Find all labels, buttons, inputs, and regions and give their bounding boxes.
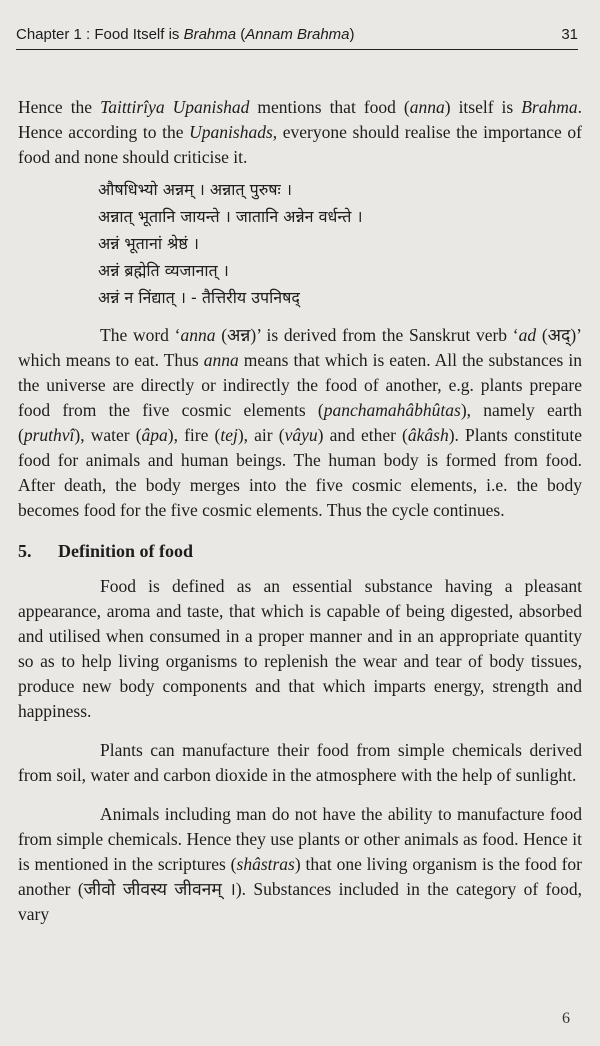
sanskrit-verses bbox=[98, 176, 582, 311]
verse-line: अन्नात् भूतानि जायन्ते । जातानि अन्नेन वर्धन्ते । bbox=[98, 207, 363, 226]
section-heading bbox=[18, 541, 582, 562]
page-body bbox=[18, 95, 582, 927]
verse-line: अन्नं ब्रह्मेति व्यजानात् । bbox=[98, 261, 229, 280]
paragraph-1: Hence the Taittirîya Upanishad mentions that food (anna) itself is Brahma. Hence according to the Upanishads, everyone should realise the importance of food and none should criticise it. bbox=[18, 97, 582, 167]
paragraph-4: Plants can manufacture their food from simple chemicals derived from soil, water and carbon dioxide in the atmosphere with the help of sunlight. bbox=[18, 740, 582, 785]
chapter-title: Chapter 1 : Food Itself is Brahma (Annam Brahma) bbox=[16, 26, 355, 43]
paragraph-5: Animals including man do not have the ability to manufacture food from simple chemicals. Hence they use plants or other animals as food. Hence it is mentioned in the scriptures (shâstras) that one living organism is the food for another (जीवो जीवस्य जीवनम् ।). Substances included in the category of food, vary bbox=[18, 804, 582, 924]
verse-line: अन्नं भूतानां श्रेष्ठं । bbox=[98, 234, 199, 253]
verse-line: अन्नं न निंद्यात् । - तैत्तिरीय उपनिषद् bbox=[98, 288, 300, 307]
running-head bbox=[16, 26, 578, 50]
verse-line: औषधिभ्यो अन्नम् । अन्नात् पुरुषः । bbox=[98, 180, 292, 199]
footer-mark: 6 bbox=[562, 1010, 570, 1027]
page-number: 31 bbox=[561, 26, 578, 43]
section-title: Definition of food bbox=[58, 541, 193, 561]
paragraph-2: The word ‘anna (अन्न)’ is derived from the Sanskrut verb ‘ad (अद्)’ which means to eat. Thus anna means that which is eaten. All the substances in the universe are directly or indirectly the food of another, e.g. plants prepare food from the five cosmic elements (panchamahâbhûtas), namely earth (pruthvî), water (âpa), fire (tej), air (vâyu) and ether (âkâsh). Plants constitute food for animals and human beings. The human body is formed from food. After death, the body merges into the five cosmic elements, i.e. the body becomes food for the five cosmic elements. Thus the cycle continues. bbox=[18, 325, 583, 520]
paragraph-3: Food is defined as an essential substance having a pleasant appearance, aroma and taste, that which is capable of being digested, absorbed and utilised when consumed in a proper manner and in an appropriate quantity so as to help living organisms to replenish the wear and tear of body tissues, produce new body components and that which imparts energy, strength and happiness. bbox=[18, 576, 582, 721]
section-number: 5. bbox=[18, 541, 32, 561]
